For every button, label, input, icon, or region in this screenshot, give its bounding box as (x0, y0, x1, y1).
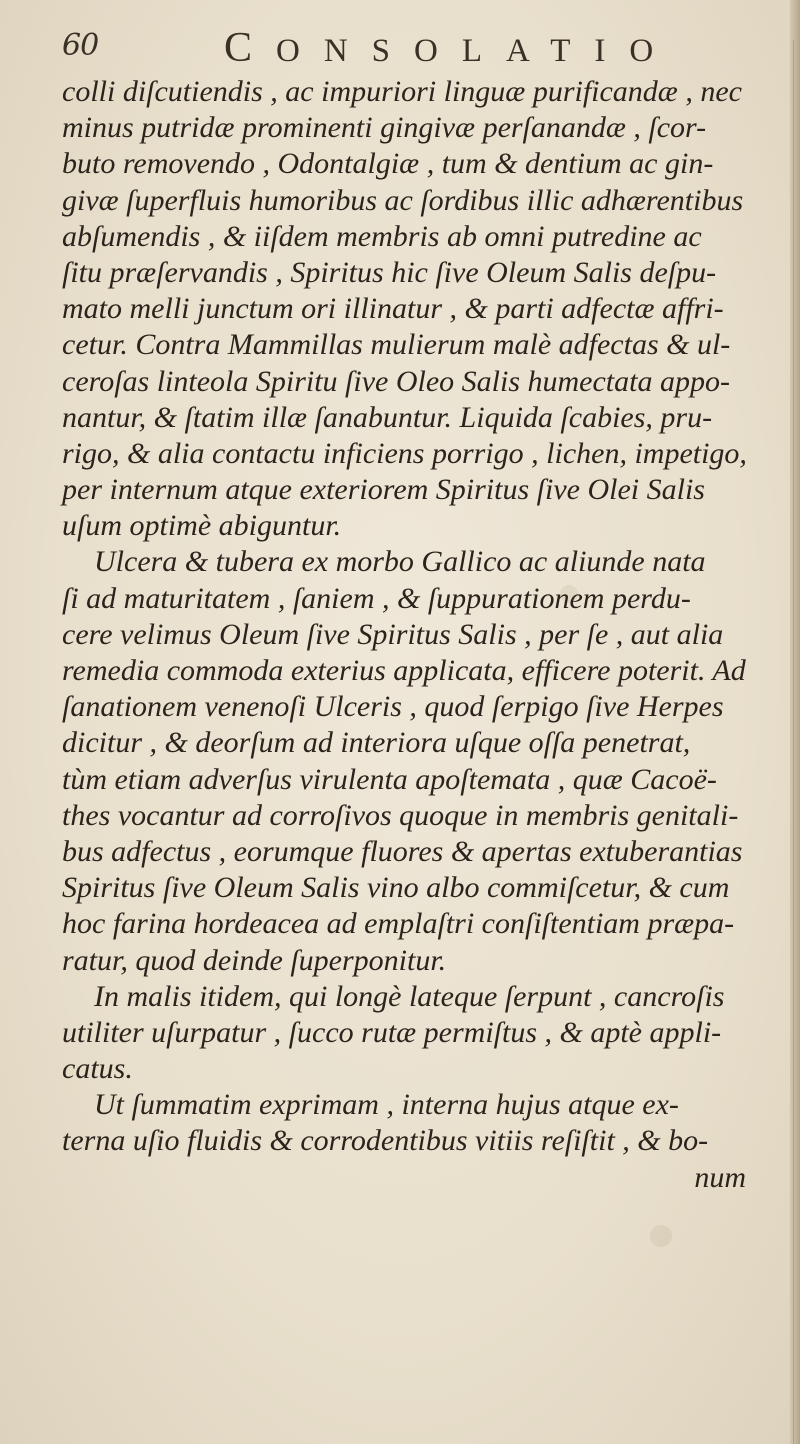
paragraph-first-line: Ulcera & tubera ex morbo Gallico ac aliunde nata (94, 545, 706, 579)
text-line: ſanationem venenoſi Ulceris , quod ſerpigo ſive Herpes (62, 690, 724, 724)
text-line: cere velimus Oleum ſive Spiritus Salis , per ſe , aut alia (62, 617, 724, 651)
text-line: ratur, quod deinde ſuperponitur. (62, 943, 447, 977)
text-line: abſumendis , & iiſdem membris ab omni putredine ac (62, 219, 702, 253)
text-line: minus putridæ prominenti gingivæ perſanandæ , ſcor- (62, 111, 707, 145)
paragraph-first-line: In malis itidem, qui longè lateque ſerpunt , cancroſis (94, 979, 725, 1013)
text-line: catus. (62, 1052, 133, 1086)
text-line: thes vocantur ad corroſivos quoque in membris genitali- (62, 798, 739, 832)
running-head (224, 24, 677, 72)
text-line: colli diſcutiendis , ac impuriori linguæ purificandæ , nec (62, 75, 742, 108)
page-fold-line (793, 40, 794, 1444)
text-line: Spiritus ſive Oleum Salis vino albo commiſcetur, & cum (62, 871, 730, 905)
text-line: nantur, & ſtatim illæ ſanabuntur. Liquida ſcabies, pru- (62, 400, 713, 434)
running-head-initial: C (224, 25, 277, 71)
page-number: 60 (62, 28, 99, 63)
text-line: mato melli junctum ori illinatur , & parti adfectæ affri- (62, 292, 724, 326)
paragraph-first-line: Ut ſummatim exprimam , interna hujus atque ex- (94, 1088, 679, 1122)
text-line: bus adfectus , eorumque fluores & apertas extuberantias (62, 834, 743, 868)
body-text (62, 74, 790, 1196)
text-line: remedia commoda exterius applicata, efficere poterit. Ad (62, 654, 746, 687)
text-line: ſi ad maturitatem , ſaniem , & ſuppurationem perdu- (62, 581, 691, 615)
text-line: tùm etiam adverſus virulenta apoſtemata , quæ Cacoë- (62, 762, 717, 796)
running-head-rest: ONSOLATIO (276, 33, 678, 69)
text-line: rigo, & alia contactu inficiens porrigo , lichen, impetigo, (62, 436, 747, 470)
text-line: cetur. Contra Mammillas mulierum malè adfectas & ul- (62, 328, 731, 362)
text-line: terna uſio fluidis & corrodentibus vitiis reſiſtit , & bo- (62, 1124, 709, 1158)
text-line: ceroſas linteola Spiritu ſive Oleo Salis humectata appo- (62, 364, 730, 398)
text-line: utiliter uſurpatur , ſucco rutæ permiſtus , & aptè appli- (62, 1015, 722, 1049)
text-line: ſitu præſervandis , Spiritus hic ſive Oleum Salis deſpu- (62, 255, 717, 289)
text-line: buto removendo , Odontalgiæ , tum & dentium ac gin- (62, 147, 714, 181)
text-line: dicitur , & deorſum ad interiora uſque oſſa penetrat, (62, 726, 691, 760)
page-edge (790, 0, 800, 1444)
text-line: per internum atque exteriorem Spiritus ſive Olei Salis (62, 473, 705, 507)
text-line: givæ ſuperfluis humoribus ac ſordibus illic adhærentibus (62, 183, 744, 217)
text-line: hoc farina hordeacea ad emplaſtri conſiſtentiam præpa- (62, 907, 735, 941)
catchword: num (694, 1160, 746, 1194)
page-header (62, 20, 762, 70)
paper-spot (650, 1225, 672, 1247)
text-line: uſum optimè abiguntur. (62, 509, 342, 543)
